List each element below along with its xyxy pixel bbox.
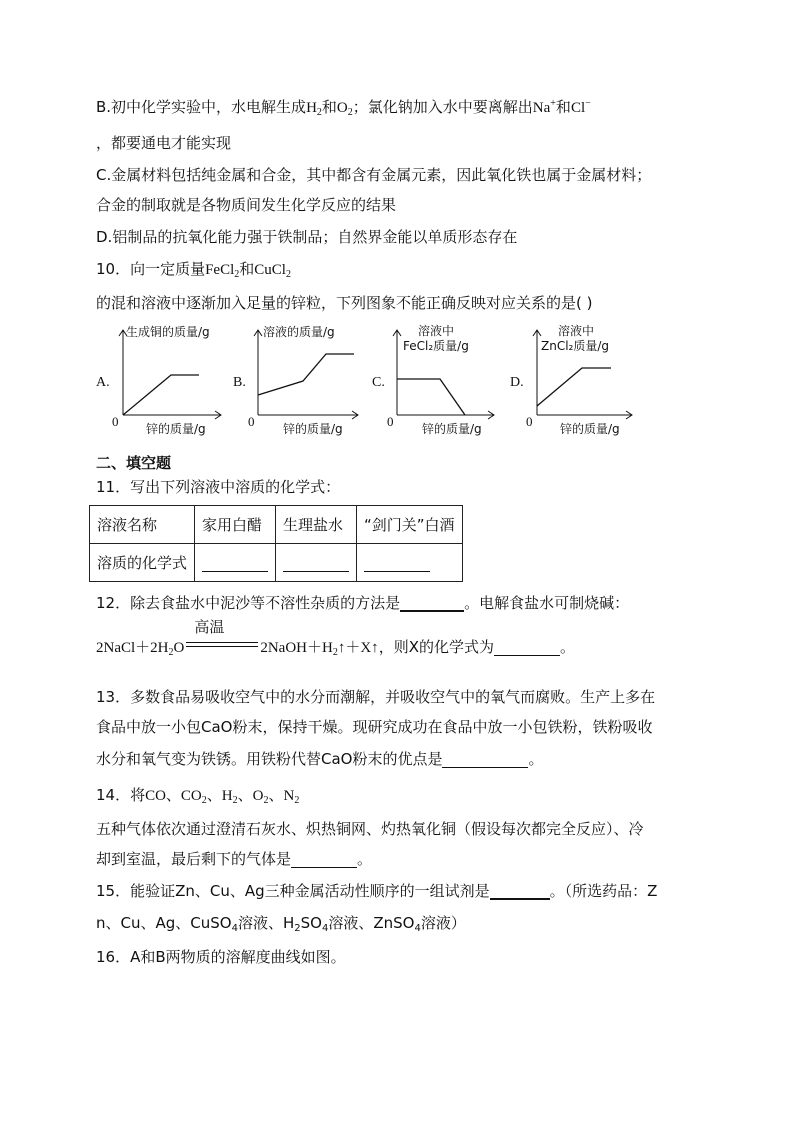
graph-b-option: B. bbox=[233, 375, 246, 390]
graph-d-ylabel1: 溶液中 bbox=[558, 324, 595, 338]
graph-d-origin: 0 bbox=[526, 414, 533, 429]
table-row bbox=[90, 544, 463, 582]
q11-table bbox=[89, 505, 463, 582]
answer-blank[interactable] bbox=[291, 851, 357, 868]
q9-option-b-line2: ，都要通电才能实现 bbox=[96, 134, 232, 152]
graph-d bbox=[510, 322, 650, 441]
graph-c-origin: 0 bbox=[387, 414, 394, 429]
q15-line2: n、Cu、Ag、CuSO$_4$溶液、$H_2SO_4$溶液、ZnSO$_4$溶液） bbox=[96, 914, 466, 934]
answer-blank-cell[interactable] bbox=[195, 544, 276, 582]
section-fill-in-blank-heading: 二、填空题 bbox=[96, 454, 172, 472]
graph-a-option: A. bbox=[96, 375, 110, 390]
answer-blank[interactable] bbox=[400, 594, 464, 612]
q14-line3: 却到室温，最后剩下的气体是 。 bbox=[96, 850, 373, 868]
q15-line1: 15．能验证Zn、Cu、Ag三种金属活动性顺序的一组试剂是 。（所选药品：Z bbox=[96, 882, 658, 900]
graph-a-origin: 0 bbox=[112, 414, 119, 429]
q13-line1: 13．多数食品易吸收空气中的水分而潮解，并吸收空气中的氧气而腐败。生产上多在 bbox=[96, 688, 656, 706]
graph-a-ylabel: 生成铜的质量/g bbox=[126, 325, 210, 339]
table-row bbox=[90, 506, 463, 544]
answer-blank[interactable] bbox=[490, 882, 550, 900]
graph-d-xlabel: 锌的质量/g bbox=[560, 422, 620, 436]
q12-equation: $2NaCl+2H_2O$ 高温 $2NaOH+H_2↑+X↑$，则X的化学式为 。 bbox=[96, 618, 575, 658]
q16-stem: 16．A和B两物质的溶解度曲线如图。 bbox=[96, 948, 346, 966]
q13-line3: 水分和氧气变为铁锈。用铁粉代替CaO粉末的优点是 。 bbox=[96, 750, 544, 768]
graph-c-xlabel: 锌的质量/g bbox=[422, 422, 482, 436]
graph-c bbox=[372, 322, 512, 441]
graph-c-curve bbox=[397, 379, 465, 415]
table-cell: “剑门关”白酒 bbox=[357, 506, 463, 544]
graph-d-ylabel2: ZnCl₂质量/g bbox=[541, 339, 610, 353]
graph-d-option: D. bbox=[510, 375, 524, 390]
q11-stem: 11．写出下列溶液中溶质的化学式： bbox=[96, 478, 341, 496]
table-cell: 溶液名称 bbox=[90, 506, 195, 544]
graph-a bbox=[96, 322, 236, 441]
graph-d-curve bbox=[537, 368, 611, 406]
table-cell: 生理盐水 bbox=[276, 506, 357, 544]
graph-b-origin: 0 bbox=[248, 414, 255, 429]
table-cell: 溶质的化学式 bbox=[90, 544, 195, 582]
answer-blank[interactable] bbox=[202, 555, 268, 572]
answer-blank-cell[interactable] bbox=[276, 544, 357, 582]
q10-stem-line1: 10．向一定质量FeCl$_2$和CuCl$_2$ bbox=[96, 260, 291, 280]
graph-c-option: C. bbox=[372, 375, 385, 390]
graph-b bbox=[233, 322, 373, 441]
q13-line2: 食品中放一小包CaO粉末，保持干燥。现研究成功在食品中放一小包铁粉，铁粉吸收 bbox=[96, 718, 653, 736]
graph-c-ylabel1: 溶液中 bbox=[418, 324, 455, 338]
answer-blank[interactable] bbox=[442, 751, 528, 768]
q14-stem-line1: 14．将CO、$CO_2$、$H_2$、$O_2$、$N_2$ bbox=[96, 786, 300, 806]
reaction-condition-arrow bbox=[184, 618, 260, 652]
answer-blank[interactable] bbox=[494, 639, 560, 656]
table-cell: 家用白醋 bbox=[195, 506, 276, 544]
q10-stem-line2: 的混和溶液中逐渐加入足量的锌粒，下列图象不能正确反映对应关系的是( ) bbox=[96, 294, 593, 312]
answer-blank[interactable] bbox=[283, 555, 349, 572]
q9-option-c-line2: 合金的制取就是各物质间发生化学反应的结果 bbox=[96, 196, 397, 214]
q9-option-d: D.铝制品的抗氧化能力强于铁制品；自然界金能以单质形态存在 bbox=[96, 228, 518, 246]
q14-line2: 五种气体依次通过澄清石灰水、炽热铜网、灼热氧化铜（假设每次都完全反应）、冷 bbox=[96, 820, 644, 838]
graph-c-ylabel2: FeCl₂质量/g bbox=[403, 339, 469, 353]
graph-b-xlabel: 锌的质量/g bbox=[283, 422, 343, 436]
answer-blank[interactable] bbox=[364, 555, 430, 572]
condition-label: 高温 bbox=[194, 618, 225, 636]
q12-stem: 12．除去食盐水中泥沙等不溶性杂质的方法是 。电解食盐水可制烧碱： bbox=[96, 594, 630, 612]
graph-b-ylabel: 溶液的质量/g bbox=[263, 325, 335, 339]
graph-a-xlabel: 锌的质量/g bbox=[146, 422, 206, 436]
q9-option-c-line1: C.金属材料包括纯金属和合金，其中都含有金属元素，因此氧化铁也属于金属材料； bbox=[96, 166, 652, 184]
graph-b-curve bbox=[258, 354, 354, 395]
graph-a-curve bbox=[123, 375, 199, 415]
answer-blank-cell[interactable] bbox=[357, 544, 463, 582]
q9-option-b-line1: B.初中化学实验中，水电解生成$H_2$和$O_2$；氯化钠加入水中要离解出Na+和Cl− bbox=[96, 98, 591, 118]
